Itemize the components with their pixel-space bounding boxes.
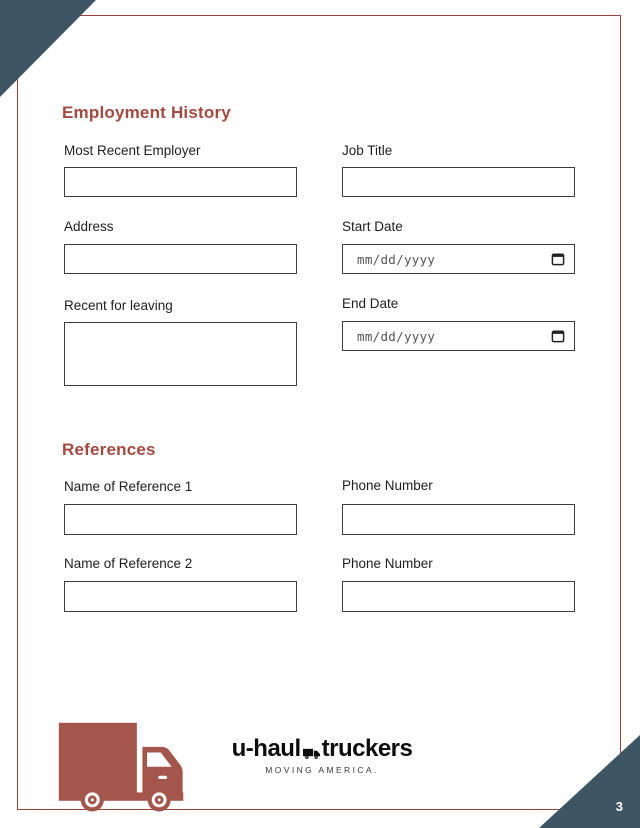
address-input[interactable] <box>64 244 297 274</box>
page-number: 3 <box>615 799 623 814</box>
job-title-label: Job Title <box>342 143 393 158</box>
calendar-icon[interactable] <box>551 252 565 266</box>
brand-tagline: MOVING AMERICA. <box>265 765 379 775</box>
page-border-frame <box>17 15 621 810</box>
corner-triangle-top-left <box>0 0 96 97</box>
end-date-placeholder: mm/dd/yyyy <box>357 328 436 344</box>
reference-2-phone-input[interactable] <box>342 581 575 612</box>
reason-for-leaving-textarea[interactable] <box>64 322 297 386</box>
most-recent-employer-label: Most Recent Employer <box>64 143 201 158</box>
address-label: Address <box>64 219 114 234</box>
reference-2-name-label: Name of Reference 2 <box>64 556 193 571</box>
employment-history-heading: Employment History <box>62 103 231 122</box>
mini-truck-icon <box>303 747 320 760</box>
reason-for-leaving-label: Recent for leaving <box>64 298 173 313</box>
reference-2-name-input[interactable] <box>64 581 297 612</box>
start-date-input[interactable] <box>342 244 575 274</box>
brand-text-right: truckers <box>321 735 413 762</box>
reference-1-name-input[interactable] <box>64 504 297 535</box>
brand-wordmark <box>212 737 432 761</box>
reference-1-phone-label: Phone Number <box>342 478 433 493</box>
end-date-label: End Date <box>342 296 399 311</box>
truck-logo-icon <box>57 719 187 812</box>
references-heading: References <box>62 440 156 459</box>
reference-1-name-label: Name of Reference 1 <box>64 479 193 494</box>
reference-1-phone-input[interactable] <box>342 504 575 535</box>
most-recent-employer-input[interactable] <box>64 167 297 197</box>
end-date-input[interactable] <box>342 321 575 351</box>
brand-text-left: u-haul <box>231 735 301 762</box>
start-date-placeholder: mm/dd/yyyy <box>357 251 436 267</box>
corner-triangle-bottom-right <box>539 735 640 828</box>
job-title-input[interactable] <box>342 167 575 197</box>
brand-logo <box>212 737 432 775</box>
calendar-icon[interactable] <box>551 329 565 343</box>
start-date-label: Start Date <box>342 219 403 234</box>
reference-2-phone-label: Phone Number <box>342 556 433 571</box>
